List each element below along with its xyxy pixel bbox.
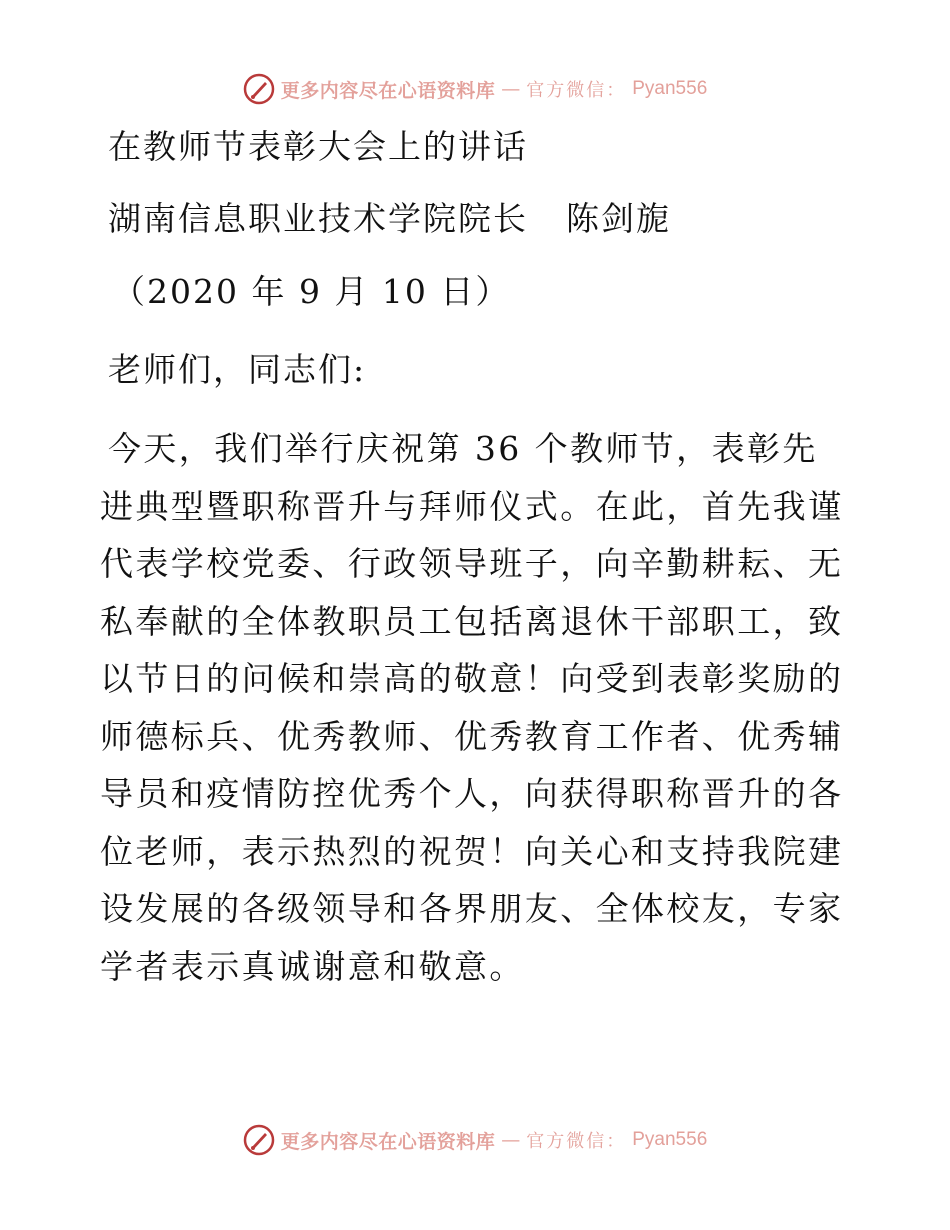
document-date: （2020 年 9 月 10 日）: [112, 272, 511, 311]
author-line: [108, 199, 671, 239]
watermark-text: 更多内容尽在心语资料库: [280, 1130, 496, 1153]
watermark-footer: [0, 1122, 950, 1158]
watermark-label: 官方微信：: [526, 1131, 627, 1152]
quill-logo-icon: [243, 73, 275, 105]
quill-logo-icon: [243, 1124, 275, 1156]
watermark-wechat-id: Pyan556: [632, 1129, 708, 1150]
watermark-label: 官方微信：: [526, 80, 627, 101]
body-paragraph: 今天，我们举行庆祝第 36 个教师节，表彰先进典型暨职称晋升与拜师仪式。在此，首先我谨代表学校党委、行政领导班子，向辛勤耕耘、无私奉献的全体教职员工包括离退休干部职工，致以节日的问候和崇高的敬意！向受到表彰奖励的师德标兵、优秀教师、优秀教育工作者、优秀辅导员和疫情防控优秀个人，向获得职称晋升的各位老师，表示热烈的祝贺！向关心和支持我院建设发展的各级领导和各界朋友、全体校友，专家学者表示真诚谢意和敬意。: [100, 429, 844, 986]
document-title: 在教师节表彰大会上的讲话: [108, 127, 528, 166]
greeting: 老师们，同志们:: [108, 350, 367, 389]
watermark-wechat-id: Pyan556: [632, 78, 708, 99]
watermark-text: 更多内容尽在心语资料库: [280, 79, 496, 102]
watermark-separator: —: [501, 78, 521, 100]
author-name: 陈剑旎: [566, 199, 671, 238]
watermark-header: [0, 71, 950, 107]
author-org: 湖南信息职业技术学院院长: [108, 199, 528, 238]
watermark-separator: —: [501, 1129, 521, 1151]
